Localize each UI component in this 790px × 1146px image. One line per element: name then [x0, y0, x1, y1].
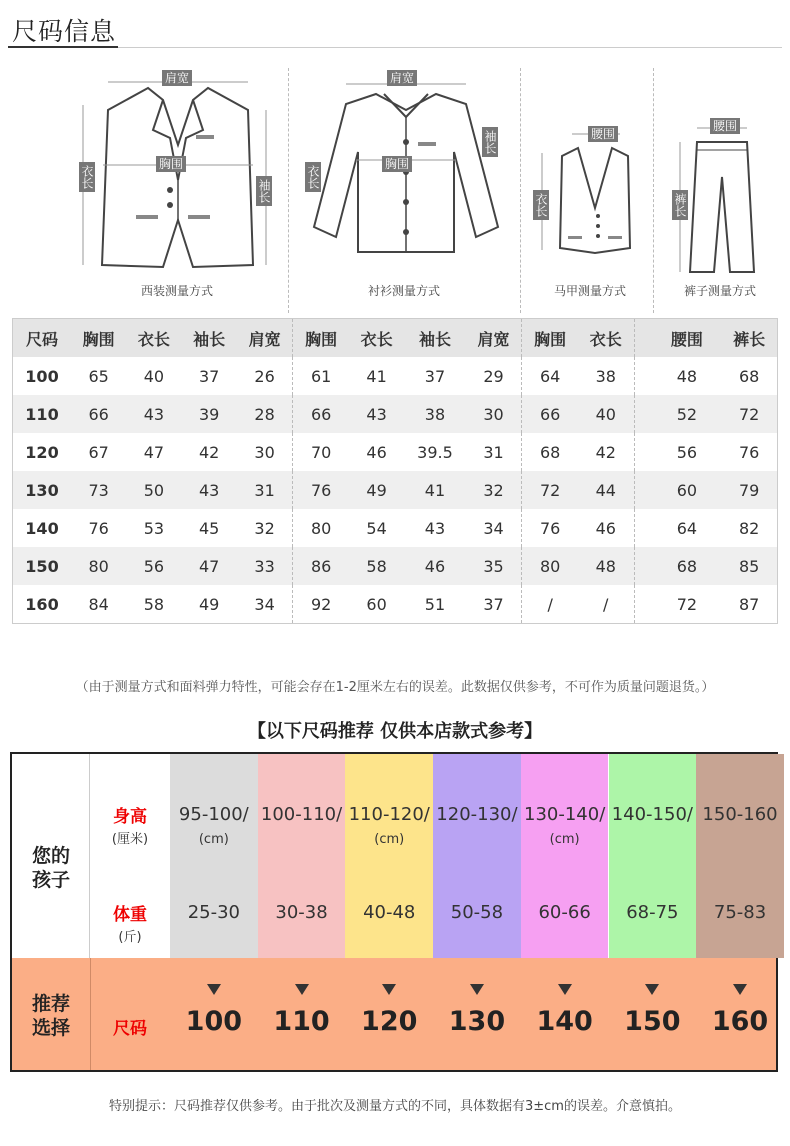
size-table-cell: 60: [634, 471, 721, 509]
size-table-cell: 42: [595, 442, 616, 462]
size-table-header-cell: 裤长: [721, 319, 777, 358]
height-range: 120-130/: [436, 804, 518, 825]
size-table-cell: 43: [126, 395, 181, 433]
recommendation-column: [521, 754, 609, 958]
size-table-cell: 42: [198, 442, 220, 462]
size-table-cell: 52: [634, 395, 721, 433]
size-table-cell: 66: [522, 395, 578, 433]
height-range-unit: (cm): [198, 832, 229, 847]
size-table-cell: 43: [182, 471, 237, 509]
suit-caption: 西装测量方式: [140, 284, 213, 298]
size-table-cell: 76: [522, 509, 578, 547]
diagram-divider: [288, 68, 289, 313]
suit-shoulder-tag: 肩宽: [162, 70, 192, 86]
weight-range: 75-83: [713, 902, 767, 923]
child-label-cell: [12, 754, 90, 958]
recommendation-column: [345, 754, 433, 958]
size-table-header-cell: 袖长: [404, 319, 465, 358]
size-table-cell: 31: [237, 471, 293, 509]
height-range-unit: (cm): [374, 832, 405, 847]
size-table-header-cell: 腰围: [634, 319, 721, 358]
size-table-cell: 68: [522, 433, 578, 471]
down-arrow-icon: [558, 984, 572, 995]
recommendation-column: [609, 754, 697, 958]
size-table-cell: 49: [198, 594, 220, 614]
size-table-cell: 61: [293, 357, 349, 395]
size-table-cell: 46: [595, 518, 616, 538]
size-table-cell: 30: [466, 395, 522, 433]
recommended-size-cell: [696, 958, 784, 1070]
size-table-header-cell: 衣长: [126, 319, 181, 358]
suit-length-tag: 衣长: [79, 162, 95, 192]
size-table-header-cell: 衣长: [578, 319, 634, 358]
size-table-cell: 86: [293, 547, 349, 585]
size-table-cell: 68: [738, 366, 760, 386]
size-table-cell: 37: [483, 594, 504, 614]
size-table-cell: 73: [71, 471, 126, 509]
size-recommendation: [10, 752, 778, 1072]
height-range-unit: (cm): [549, 832, 580, 847]
size-table-cell: 30: [254, 442, 275, 462]
weight-range: 60-66: [538, 902, 591, 923]
height-unit: (厘米): [111, 832, 149, 847]
weight-range: 68-75: [626, 902, 679, 923]
size-table-cell: 56: [126, 547, 181, 585]
recommended-size: 140: [536, 1006, 593, 1037]
size-table-row: [13, 357, 778, 395]
size-table-cell: 41: [404, 471, 465, 509]
recommended-size: 100: [185, 1006, 243, 1037]
size-table-cell: 48: [634, 357, 721, 395]
size-table-cell: 87: [738, 594, 760, 614]
size-table-header-cell: 胸围: [293, 319, 349, 358]
title-divider: [8, 47, 782, 48]
recommended-size-cell: [609, 958, 697, 1070]
size-table-row: [13, 585, 778, 624]
size-table-cell: 46: [404, 547, 465, 585]
vest-illustration: [540, 128, 650, 263]
diagram-divider: [520, 68, 521, 313]
size-table-cell: 82: [738, 518, 760, 538]
size-table-cell: 48: [578, 547, 634, 585]
size-table-header-cell: 袖长: [182, 319, 237, 358]
size-table-cell: 58: [349, 547, 404, 585]
diagram-divider: [653, 68, 654, 313]
size-table-cell: 43: [349, 395, 404, 433]
page-title: 尺码信息: [12, 17, 117, 46]
recommendation-column: [433, 754, 521, 958]
size-table-cell: 39.5: [417, 442, 453, 462]
size-table-cell: 38: [404, 395, 465, 433]
size-table-cell: 29: [483, 366, 504, 386]
size-table-header: [13, 319, 778, 358]
size-table-cell: 79: [721, 471, 777, 509]
weight-range: 50-58: [450, 902, 504, 923]
size-table-cell: 140: [25, 518, 59, 538]
size-table-header-cell: 肩宽: [466, 319, 522, 358]
height-range: 150-160: [702, 804, 778, 825]
down-arrow-icon: [382, 984, 396, 995]
recommended-size-cell: [521, 958, 609, 1070]
size-table-header-cell: 肩宽: [237, 319, 293, 358]
size-table-cell: 65: [88, 366, 109, 386]
size-table-row: [13, 395, 778, 433]
recommended-size-cell: [433, 958, 521, 1070]
weight-range: 40-48: [363, 902, 416, 923]
size-table-cell: 47: [182, 547, 237, 585]
down-arrow-icon: [733, 984, 747, 995]
suit-sleeve-tag: 袖长: [256, 176, 272, 206]
size-table-cell: 43: [424, 518, 446, 538]
size-table-cell: 40: [578, 395, 634, 433]
down-arrow-icon: [645, 984, 659, 995]
recommended-size-cell: [345, 958, 433, 1070]
size-table-cell: 28: [237, 395, 293, 433]
size-table-cell: 35: [466, 547, 522, 585]
size-table-header-cell: 胸围: [522, 319, 578, 358]
size-table-cell: 72: [634, 585, 721, 624]
vest-caption: 马甲测量方式: [553, 284, 626, 298]
size-table-cell: 51: [424, 594, 446, 614]
height-range: 95-100/: [178, 804, 249, 825]
size-table-cell: 130: [13, 471, 72, 509]
size-table-cell: 85: [721, 547, 777, 585]
recommended-size-cell: [258, 958, 346, 1070]
child-label: 您的 孩子: [31, 845, 70, 891]
size-table-cell: 34: [254, 594, 275, 614]
weight-label: 体重: [113, 905, 147, 925]
pants-caption: 裤子测量方式: [683, 284, 756, 298]
recommended-size: 120: [361, 1006, 418, 1037]
size-table-cell: 92: [293, 585, 349, 624]
size-table-cell: /: [603, 594, 609, 614]
recommendation-column: [170, 754, 258, 958]
vest-waist-tag: 腰围: [588, 126, 618, 142]
height-label: 身高: [113, 807, 147, 827]
height-range: 130-140/: [524, 804, 606, 825]
size-table-cell: 80: [71, 547, 126, 585]
size-table-cell: 33: [237, 547, 293, 585]
size-table-cell: 70: [293, 433, 349, 471]
shirt-chest-tag: 胸围: [382, 156, 412, 172]
size-table-cell: 26: [254, 366, 275, 386]
height-range: 100-110/: [260, 804, 343, 825]
size-table-row: [13, 471, 778, 509]
size-table-cell: 58: [143, 594, 165, 614]
recommended-size-cell: [170, 958, 258, 1070]
down-arrow-icon: [470, 984, 484, 995]
recommendation-title: 【以下尺码推荐 仅供本店款式参考】: [247, 721, 543, 742]
size-table-cell: 39: [182, 395, 237, 433]
size-table-cell: 32: [466, 471, 522, 509]
size-table-row: [13, 509, 778, 547]
size-table-cell: /: [522, 585, 578, 624]
size-table-cell: 56: [634, 433, 721, 471]
recommended-size: 110: [273, 1006, 330, 1037]
weight-range: 30-38: [275, 902, 328, 923]
size-table-cell: 72: [522, 471, 578, 509]
size-table-cell: 53: [143, 518, 165, 538]
height-range: 140-150/: [611, 804, 693, 825]
size-table-cell: 41: [366, 366, 387, 386]
size-table-cell: 66: [293, 395, 349, 433]
title-underline: [8, 46, 118, 48]
size-table-header-cell: 衣长: [349, 319, 404, 358]
footnote: 特别提示：尺码推荐仅供参考。由于批次及测量方式的不同，具体数据有3±cm的误差。介意慎拍。: [109, 1099, 681, 1114]
down-arrow-icon: [207, 984, 221, 995]
size-table-row: [13, 547, 778, 585]
shirt-length-tag: 衣长: [305, 162, 321, 192]
recommendation-column: [258, 754, 346, 958]
suit-chest-tag: 胸围: [156, 156, 186, 172]
size-table-cell: 160: [25, 594, 59, 614]
weight-range: 25-30: [187, 902, 240, 923]
recommended-size: 150: [624, 1006, 681, 1037]
vest-length-tag: 衣长: [533, 190, 549, 220]
size-label: 尺码: [113, 1019, 147, 1039]
size-table-cell: 46: [366, 442, 387, 462]
shirt-caption: 衬衫测量方式: [367, 284, 440, 298]
weight-unit: (斤): [118, 930, 142, 945]
pants-waist-tag: 腰围: [710, 118, 740, 134]
size-table-cell: 110: [13, 395, 72, 433]
size-table-cell: 45: [198, 518, 220, 538]
size-table-cell: 40: [143, 366, 165, 386]
size-table-cell: 100: [25, 366, 59, 386]
size-table-header-cell: 尺码: [13, 319, 72, 358]
size-table-cell: 80: [522, 547, 578, 585]
recommended-size: 130: [448, 1006, 506, 1037]
shirt-sleeve-tag: 袖长: [482, 127, 498, 157]
size-table-cell: 67: [88, 442, 109, 462]
size-table-cell: 44: [578, 471, 634, 509]
size-table-cell: 60: [366, 594, 387, 614]
size-table-cell: 37: [424, 366, 446, 386]
size-table-cell: 72: [721, 395, 777, 433]
choose-label: 推荐 选择: [31, 993, 70, 1039]
size-table-cell: 54: [366, 518, 387, 538]
size-table: [12, 318, 778, 624]
size-table-cell: 76: [738, 442, 760, 462]
size-table-cell: 38: [595, 366, 616, 386]
size-table-cell: 66: [71, 395, 126, 433]
size-table-cell: 34: [483, 518, 504, 538]
size-table-header-cell: 胸围: [71, 319, 126, 358]
size-table-cell: 80: [293, 509, 349, 547]
down-arrow-icon: [295, 984, 309, 995]
size-table-cell: 50: [126, 471, 181, 509]
size-table-cell: 37: [198, 366, 220, 386]
size-table-cell: 150: [13, 547, 72, 585]
size-table-cell: 76: [293, 471, 349, 509]
metric-label-cell: [90, 754, 170, 958]
size-table-cell: 64: [522, 357, 578, 395]
shirt-shoulder-tag: 肩宽: [387, 70, 417, 86]
size-table-cell: 120: [25, 442, 59, 462]
recommendation-column: [696, 754, 784, 958]
size-table-cell: 31: [483, 442, 504, 462]
recommended-size: 160: [711, 1006, 769, 1037]
size-table-cell: 84: [88, 594, 109, 614]
size-table-cell: 49: [349, 471, 404, 509]
size-table-row: [13, 433, 778, 471]
size-table-cell: 68: [634, 547, 721, 585]
recommended-size-row: [12, 958, 776, 1070]
measurement-note: （由于测量方式和面料弹力特性，可能会存在1-2厘米左右的误差。此数据仅供参考，不可作为质量问题退货。）: [75, 680, 715, 695]
size-table-cell: 64: [634, 509, 721, 547]
height-range: 110-120/: [348, 804, 430, 825]
size-table-cell: 32: [254, 518, 275, 538]
size-table-cell: 47: [143, 442, 165, 462]
pants-length-tag: 裤长: [672, 190, 688, 220]
size-table-cell: 76: [88, 518, 109, 538]
